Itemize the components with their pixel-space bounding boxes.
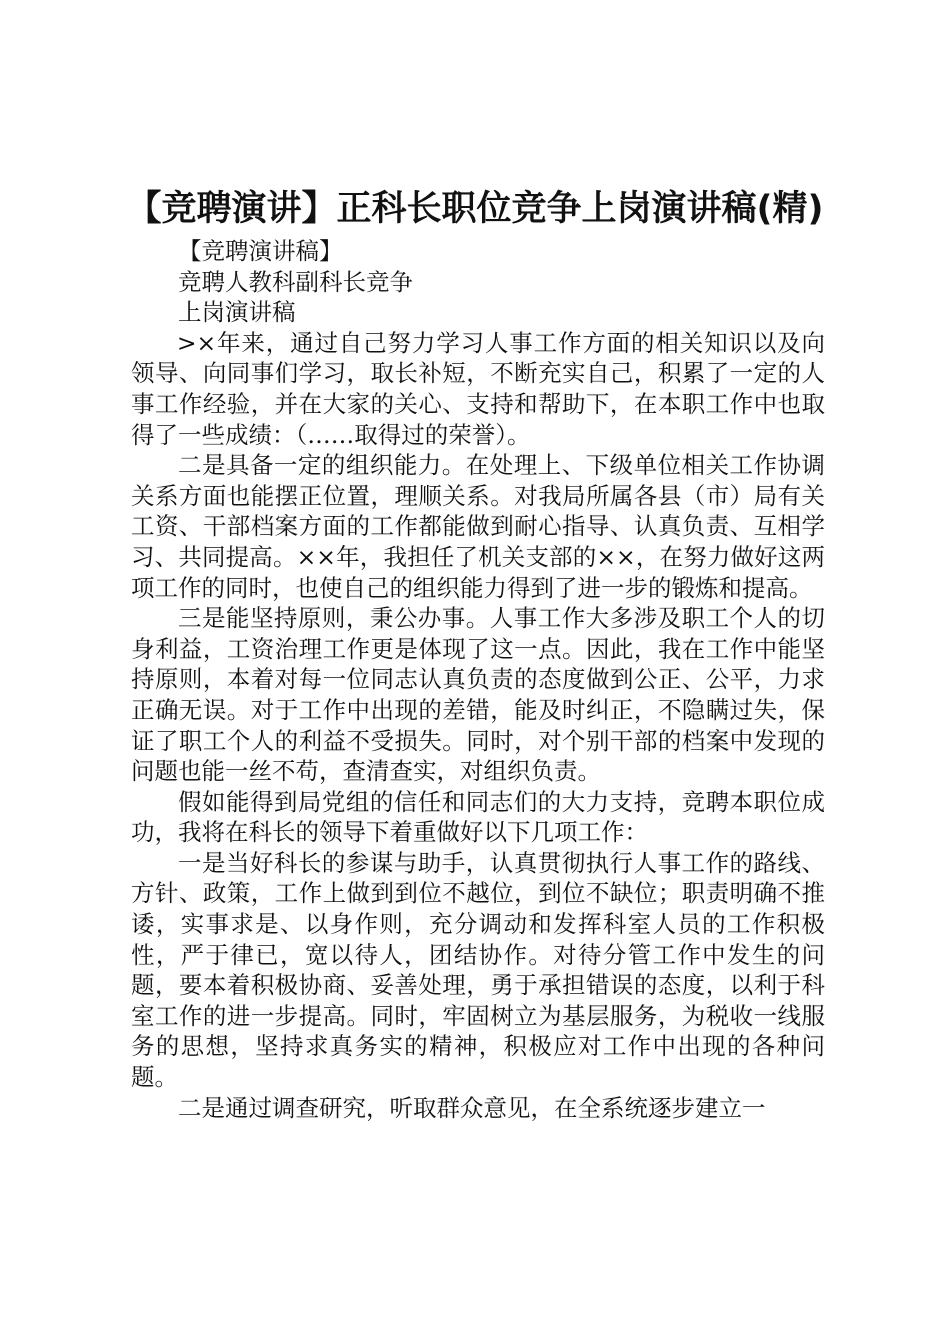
document-body [131,236,825,1123]
body-paragraph: 竞聘人教科副科长竞争 [178,267,413,296]
body-paragraph: 上岗演讲稿 [178,298,296,327]
body-paragraph: 一是当好科长的参谋与助手，认真贯彻执行人事工作的路线、方针、政策，工作上做到到位不越位，到位不缺位；职责明确不推诿，实事求是、以身作则，充分调动和发挥科室人员的工作积极性，严于律已，宽以待人，团结协作。对待分管工作中发生的问题，要本着积极协商、妥善处理，勇于承担错误的态度，以利于科室工作的进一步提高。同时，牢固树立为基层服务，为税收一线服务的思想，坚持求真务实的精神，积极应对工作中出现的各种问题。 [131,848,825,1092]
document-title: 【竞聘演讲】正科长职位竞争上岗演讲稿(精) [126,189,824,229]
body-paragraph: 假如能得到局党组的信任和同志们的大力支持，竞聘本职位成功，我将在科长的领导下着重做好以下几项工作： [131,787,825,847]
body-paragraph: >×年来，通过自己努力学习人事工作方面的相关知识以及向领导、向同事们学习，取长补短，不断充实自己，积累了一定的人事工作经验，并在大家的关心、支持和帮助下，在本职工作中也取得了一些成绩：（……取得过的荣誉）。 [131,328,825,449]
body-paragraph: 二是具备一定的组织能力。在处理上、下级单位相关工作协调关系方面也能摆正位置，理顺关系。对我局所属各县（市）局有关工资、干部档案方面的工作都能做到耐心指导、认真负责、互相学习、共同提高。××年，我担任了机关支部的××，在努力做好这两项工作的同时，也使自己的组织能力得到了进一步的锻炼和提高。 [131,451,825,602]
body-paragraph: 三是能坚持原则，秉公办事。人事工作大多涉及职工个人的切身利益，工资治理工作更是体现了这一点。因此，我在工作中能坚持原则，本着对每一位同志认真负责的态度做到公正、公平，力求正确无误。对于工作中出现的差错，能及时纠正，不隐瞒过失，保证了职工个人的利益不受损失。同时，对个别干部的档案中发现的问题也能一丝不苟，查清查实，对组织负责。 [131,604,825,786]
body-paragraph: 【竞聘演讲稿】 [178,237,343,265]
body-paragraph: 二是通过调查研究，听取群众意见，在全系统逐步建立一 [178,1093,766,1122]
